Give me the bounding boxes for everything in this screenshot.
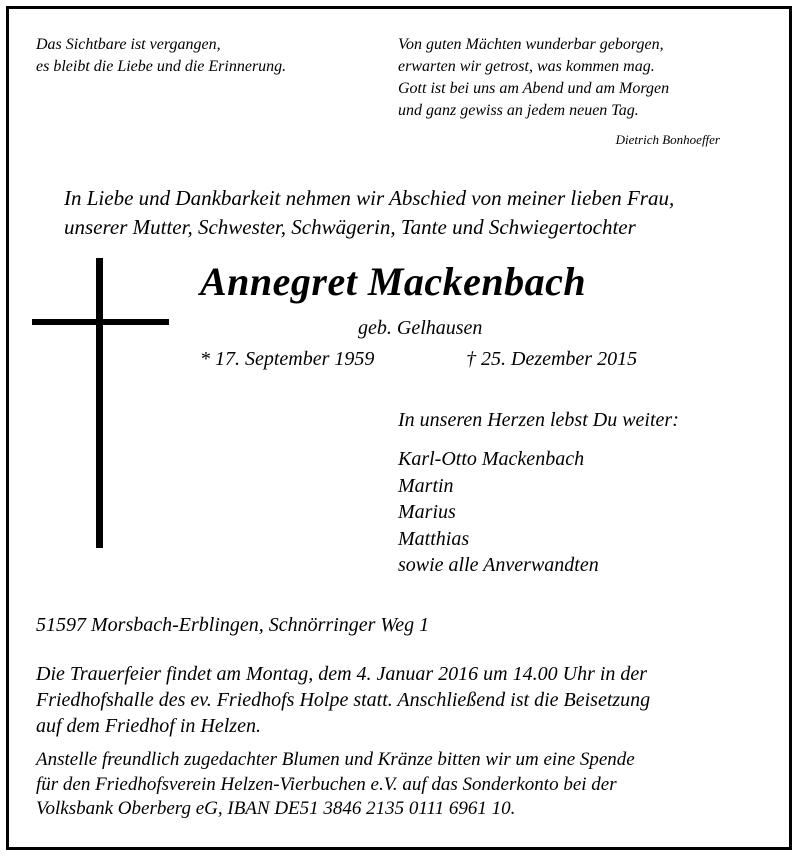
mourner-name: Martin <box>398 474 454 497</box>
mourners-heading: In unseren Herzen lebst Du weiter: <box>398 409 679 431</box>
quote-left <box>36 34 286 78</box>
death-date: † 25. Dezember 2015 <box>466 348 638 370</box>
address: 51597 Morsbach-Erblingen, Schnörringer Weg 1 <box>36 614 430 636</box>
quote-right-line: erwarten wir getrost, was kommen mag. <box>398 58 655 75</box>
donation-line: für den Friedhofsverein Helzen-Vierbuchen e.V. auf das Sonderkonto bei der <box>36 773 617 795</box>
intro-text <box>64 184 674 242</box>
intro-line: In Liebe und Dankbarkeit nehmen wir Abschied von meiner lieben Frau, <box>64 186 675 210</box>
maiden-name: geb. Gelhausen <box>358 317 483 339</box>
service-line: Die Trauerfeier findet am Montag, dem 4. Januar 2016 um 14.00 Uhr in der <box>36 663 648 685</box>
quote-right <box>398 34 669 122</box>
quote-left-line: es bleibt die Liebe und die Erinnerung. <box>36 58 287 75</box>
service-line: Friedhofshalle des ev. Friedhofs Holpe statt. Anschließend ist die Beisetzung <box>36 689 651 711</box>
donation-text <box>36 748 635 822</box>
service-line: auf dem Friedhof in Helzen. <box>36 715 261 737</box>
quote-author: Dietrich Bonhoeffer <box>615 132 720 147</box>
service-text <box>36 661 650 739</box>
mourner-name: Matthias <box>398 527 470 550</box>
quote-right-line: Von guten Mächten wunderbar geborgen, <box>398 36 664 53</box>
mourners-list <box>398 446 599 579</box>
donation-line: Anstelle freundlich zugedachter Blumen und Kränze bitten wir um eine Spende <box>36 749 635 770</box>
mourner-name: sowie alle Anverwandten <box>398 554 599 576</box>
intro-line: unserer Mutter, Schwester, Schwägerin, Tante und Schwiegertochter <box>64 215 636 239</box>
cross-icon-bar <box>32 319 169 325</box>
quote-right-line: und ganz gewiss an jedem neuen Tag. <box>398 102 639 119</box>
quote-right-line: Gott ist bei uns am Abend und am Morgen <box>398 80 670 97</box>
donation-line: Volksbank Oberberg eG, IBAN DE51 3846 2135 0111 6961 10. <box>36 798 516 819</box>
deceased-name: Annegret Mackenbach <box>200 259 587 304</box>
mourner-name: Marius <box>398 501 456 523</box>
cross-icon <box>96 258 103 548</box>
mourner-name: Karl-Otto Mackenbach <box>398 448 585 470</box>
quote-left-line: Das Sichtbare ist vergangen, <box>36 36 221 53</box>
birth-date: * 17. September 1959 <box>200 348 375 370</box>
